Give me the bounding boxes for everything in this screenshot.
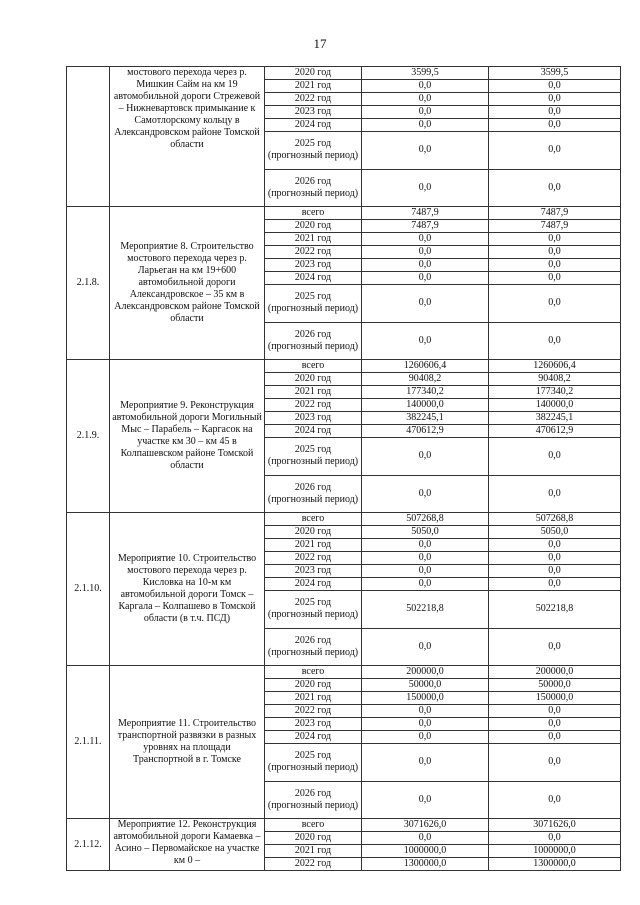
total-amount-cell: 1260606,4 — [362, 360, 489, 373]
year-cell: 2024 год — [265, 578, 362, 591]
amount-cell: 0,0 — [489, 628, 621, 666]
amount-cell: 0,0 — [489, 718, 621, 731]
year-cell: 2025 год (прогнозный период) — [265, 591, 362, 629]
amount-cell: 0,0 — [489, 93, 621, 106]
total-amount-cell: 507268,8 — [362, 513, 489, 526]
table-row — [67, 819, 621, 832]
year-cell: всего — [265, 666, 362, 679]
year-cell: 2025 год (прогнозный период) — [265, 438, 362, 476]
total-amount-cell: 470612,9 — [362, 425, 489, 438]
year-cell: всего — [265, 360, 362, 373]
year-cell: 2021 год — [265, 539, 362, 552]
total-amount-cell: 0,0 — [362, 718, 489, 731]
total-amount-cell: 382245,1 — [362, 412, 489, 425]
measure-name-cell: мостового перехода через р. Мишкин Сайм на км 19 автомобильной дороги Стрежевой – Нижневартовск примыкание к Самотлорскому кольцу в Александровском районе Томской области — [110, 67, 265, 207]
total-amount-cell: 502218,8 — [362, 591, 489, 629]
budget-table — [66, 66, 621, 871]
amount-cell: 1260606,4 — [489, 360, 621, 373]
year-cell: всего — [265, 513, 362, 526]
table-row — [67, 207, 621, 220]
amount-cell: 0,0 — [489, 259, 621, 272]
amount-cell: 0,0 — [489, 119, 621, 132]
year-cell: всего — [265, 207, 362, 220]
total-amount-cell: 0,0 — [362, 259, 489, 272]
total-amount-cell: 0,0 — [362, 744, 489, 782]
total-amount-cell: 0,0 — [362, 539, 489, 552]
total-amount-cell: 150000,0 — [362, 692, 489, 705]
total-amount-cell: 0,0 — [362, 119, 489, 132]
year-cell: 2023 год — [265, 718, 362, 731]
year-cell: 2022 год — [265, 93, 362, 106]
total-amount-cell: 0,0 — [362, 438, 489, 476]
total-amount-cell: 0,0 — [362, 475, 489, 513]
total-amount-cell: 0,0 — [362, 781, 489, 819]
amount-cell: 0,0 — [489, 705, 621, 718]
amount-cell: 5050,0 — [489, 526, 621, 539]
year-cell: 2020 год — [265, 526, 362, 539]
amount-cell: 0,0 — [489, 578, 621, 591]
total-amount-cell: 0,0 — [362, 552, 489, 565]
amount-cell: 507268,8 — [489, 513, 621, 526]
total-amount-cell: 0,0 — [362, 246, 489, 259]
measure-code-cell — [67, 67, 110, 207]
amount-cell: 50000,0 — [489, 679, 621, 692]
year-cell: 2025 год (прогнозный период) — [265, 744, 362, 782]
total-amount-cell: 0,0 — [362, 322, 489, 360]
year-cell: 2026 год (прогнозный период) — [265, 169, 362, 207]
year-cell: 2020 год — [265, 832, 362, 845]
amount-cell: 7487,9 — [489, 207, 621, 220]
table-row — [67, 513, 621, 526]
amount-cell: 502218,8 — [489, 591, 621, 629]
total-amount-cell: 177340,2 — [362, 386, 489, 399]
year-cell: 2024 год — [265, 731, 362, 744]
year-cell: 2020 год — [265, 679, 362, 692]
table-row — [67, 360, 621, 373]
year-cell: 2026 год (прогнозный период) — [265, 781, 362, 819]
total-amount-cell: 0,0 — [362, 80, 489, 93]
amount-cell: 0,0 — [489, 731, 621, 744]
total-amount-cell: 5050,0 — [362, 526, 489, 539]
amount-cell: 0,0 — [489, 475, 621, 513]
year-cell: 2025 год (прогнозный период) — [265, 285, 362, 323]
amount-cell: 0,0 — [489, 272, 621, 285]
amount-cell: 0,0 — [489, 322, 621, 360]
amount-cell: 0,0 — [489, 781, 621, 819]
total-amount-cell: 0,0 — [362, 578, 489, 591]
year-cell: 2020 год — [265, 67, 362, 80]
amount-cell: 0,0 — [489, 246, 621, 259]
year-cell: 2023 год — [265, 412, 362, 425]
amount-cell: 470612,9 — [489, 425, 621, 438]
year-cell: 2021 год — [265, 386, 362, 399]
total-amount-cell: 0,0 — [362, 705, 489, 718]
total-amount-cell: 0,0 — [362, 731, 489, 744]
table-row — [67, 67, 621, 80]
measure-code-cell: 2.1.8. — [67, 207, 110, 360]
year-cell: 2020 год — [265, 220, 362, 233]
measure-name-cell: Мероприятие 8. Строительство мостового перехода через р. Ларьеган на км 19+600 автомобильной дороги Александровское – 35 км в Александровском районе Томской области — [110, 207, 265, 360]
amount-cell: 0,0 — [489, 285, 621, 323]
total-amount-cell: 0,0 — [362, 233, 489, 246]
year-cell: 2026 год (прогнозный период) — [265, 628, 362, 666]
measure-code-cell: 2.1.12. — [67, 819, 110, 871]
total-amount-cell: 0,0 — [362, 565, 489, 578]
total-amount-cell: 0,0 — [362, 169, 489, 207]
amount-cell: 0,0 — [489, 832, 621, 845]
amount-cell: 150000,0 — [489, 692, 621, 705]
year-cell: 2021 год — [265, 692, 362, 705]
budget-table-body — [67, 67, 621, 871]
amount-cell: 0,0 — [489, 552, 621, 565]
year-cell: 2026 год (прогнозный период) — [265, 322, 362, 360]
year-cell: 2020 год — [265, 373, 362, 386]
year-cell: 2026 год (прогнозный период) — [265, 475, 362, 513]
amount-cell: 200000,0 — [489, 666, 621, 679]
measure-code-cell: 2.1.11. — [67, 666, 110, 819]
total-amount-cell: 0,0 — [362, 132, 489, 170]
total-amount-cell: 0,0 — [362, 272, 489, 285]
total-amount-cell: 3071626,0 — [362, 819, 489, 832]
total-amount-cell: 200000,0 — [362, 666, 489, 679]
measure-name-cell: Мероприятие 9. Реконструкция автомобильной дороги Могильный Мыс – Парабель – Каргасок на участке км 30 – км 45 в Колпашевском районе Томской области — [110, 360, 265, 513]
measure-name-cell: Мероприятие 12. Реконструкция автомобильной дороги Камаевка – Асино – Первомайское на участке км 0 – — [110, 819, 265, 871]
amount-cell: 1300000,0 — [489, 858, 621, 871]
total-amount-cell: 0,0 — [362, 832, 489, 845]
total-amount-cell: 0,0 — [362, 285, 489, 323]
amount-cell: 0,0 — [489, 233, 621, 246]
year-cell: 2024 год — [265, 425, 362, 438]
page-number: 17 — [313, 36, 327, 51]
total-amount-cell: 0,0 — [362, 93, 489, 106]
amount-cell: 0,0 — [489, 169, 621, 207]
amount-cell: 177340,2 — [489, 386, 621, 399]
year-cell: 2023 год — [265, 259, 362, 272]
amount-cell: 90408,2 — [489, 373, 621, 386]
amount-cell: 3599,5 — [489, 67, 621, 80]
amount-cell: 0,0 — [489, 80, 621, 93]
total-amount-cell: 3599,5 — [362, 67, 489, 80]
year-cell: 2021 год — [265, 233, 362, 246]
amount-cell: 0,0 — [489, 132, 621, 170]
year-cell: 2021 год — [265, 80, 362, 93]
amount-cell: 382245,1 — [489, 412, 621, 425]
amount-cell: 0,0 — [489, 438, 621, 476]
measure-name-cell: Мероприятие 11. Строительство транспортной развязки в разных уровнях на площади Транспортной в г. Томске — [110, 666, 265, 819]
year-cell: 2024 год — [265, 119, 362, 132]
year-cell: 2021 год — [265, 845, 362, 858]
measure-code-cell: 2.1.10. — [67, 513, 110, 666]
total-amount-cell: 7487,9 — [362, 207, 489, 220]
year-cell: всего — [265, 819, 362, 832]
year-cell: 2023 год — [265, 565, 362, 578]
total-amount-cell: 0,0 — [362, 628, 489, 666]
amount-cell: 3071626,0 — [489, 819, 621, 832]
total-amount-cell: 1300000,0 — [362, 858, 489, 871]
year-cell: 2023 год — [265, 106, 362, 119]
year-cell: 2022 год — [265, 858, 362, 871]
amount-cell: 7487,9 — [489, 220, 621, 233]
total-amount-cell: 0,0 — [362, 106, 489, 119]
year-cell: 2025 год (прогнозный период) — [265, 132, 362, 170]
total-amount-cell: 1000000,0 — [362, 845, 489, 858]
measure-code-cell: 2.1.9. — [67, 360, 110, 513]
total-amount-cell: 90408,2 — [362, 373, 489, 386]
amount-cell: 0,0 — [489, 539, 621, 552]
year-cell: 2022 год — [265, 705, 362, 718]
total-amount-cell: 50000,0 — [362, 679, 489, 692]
amount-cell: 0,0 — [489, 106, 621, 119]
table-row — [67, 666, 621, 679]
year-cell: 2022 год — [265, 246, 362, 259]
year-cell: 2022 год — [265, 399, 362, 412]
amount-cell: 0,0 — [489, 744, 621, 782]
amount-cell: 1000000,0 — [489, 845, 621, 858]
year-cell: 2024 год — [265, 272, 362, 285]
total-amount-cell: 140000,0 — [362, 399, 489, 412]
year-cell: 2022 год — [265, 552, 362, 565]
measure-name-cell: Мероприятие 10. Строительство мостового перехода через р. Кисловка на 10-м км автомобильной дороги Томск – Каргала – Колпашево в Томской области (в т.ч. ПСД) — [110, 513, 265, 666]
amount-cell: 140000,0 — [489, 399, 621, 412]
total-amount-cell: 7487,9 — [362, 220, 489, 233]
amount-cell: 0,0 — [489, 565, 621, 578]
